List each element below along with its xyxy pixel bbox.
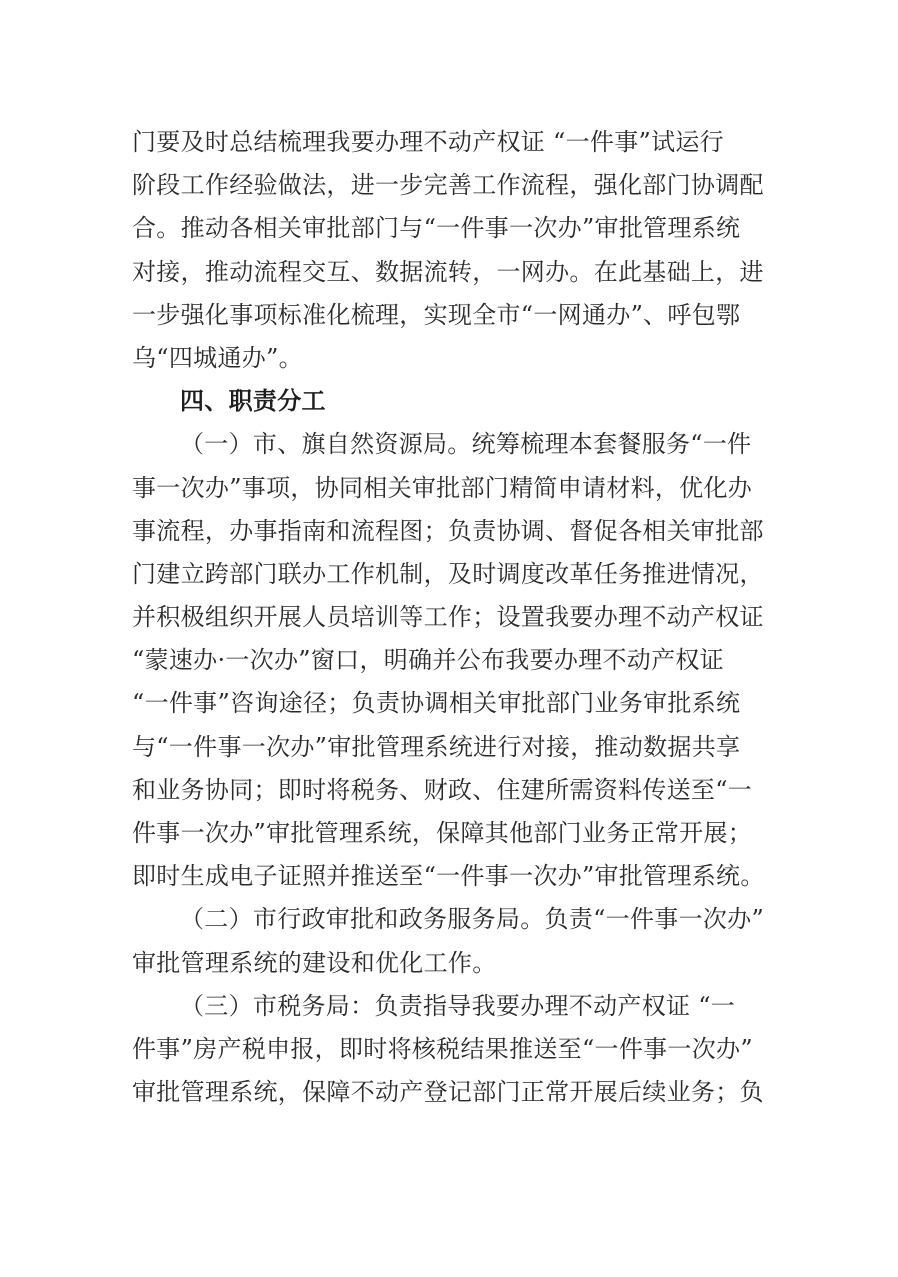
- text-line: 审批管理系统，保障不动产登记部门正常开展后续业务；负: [132, 1078, 764, 1107]
- text-line: 门要及时总结梳理我要办理不动产权证 “一件事”试运行: [132, 128, 724, 156]
- text-line: “一件事”咨询途径；负责协调相关审批部门业务审批系统: [132, 689, 741, 718]
- paragraph-start-line: （二）市行政审批和政务服务局。负责“一件事一次办”: [180, 905, 765, 934]
- text-line: 阶段工作经验做法，进一步完善工作流程，强化部门协调配: [132, 171, 764, 200]
- text-line: 和业务协同；即时将税务、财政、住建所需资料传送至“一: [132, 775, 753, 804]
- text-line: 与“一件事一次办”审批管理系统进行对接，推动数据共享: [132, 732, 741, 761]
- text-line: 事流程，办事指南和流程图；负责协调、督促各相关审批部: [132, 516, 764, 545]
- text-line: “蒙速办·一次办”窗口，明确并公布我要办理不动产权证: [132, 646, 724, 675]
- text-line: 一步强化事项标准化梳理，实现全市“一网通办”、呼包鄂: [132, 300, 741, 329]
- section-heading: 四、职责分工: [180, 387, 326, 416]
- text-line: 审批管理系统的建设和优化工作。: [132, 948, 497, 977]
- paragraph-start-line: （三）市税务局：负责指导我要办理不动产权证 “一: [180, 991, 736, 1020]
- text-line: 乌“四城通办”。: [132, 343, 303, 372]
- document-body: [132, 121, 768, 1114]
- text-line: 件事”房产税申报，即时将核税结果推送至“一件事一次办”: [132, 1034, 753, 1063]
- text-line: 合。推动各相关审批部门与“一件事一次办”审批管理系统: [132, 214, 741, 243]
- text-line: 即时生成电子证照并推送至“一件事一次办”审批管理系统。: [132, 862, 765, 891]
- paragraph-start-line: （一）市、旗自然资源局。统筹梳理本套餐服务“一件: [180, 430, 752, 459]
- text-line: 并积极组织开展人员培训等工作；设置我要办理不动产权证: [132, 603, 764, 632]
- text-line: 对接，推动流程交互、数据流转，一网办。在此基础上，进: [132, 257, 764, 286]
- text-line: 门建立跨部门联办工作机制，及时调度改革任务推进情况，: [132, 559, 764, 588]
- text-line: 事一次办”事项，协同相关审批部门精简申请材料，优化办: [132, 473, 753, 502]
- text-line: 件事一次办”审批管理系统，保障其他部门业务正常开展；: [132, 819, 753, 847]
